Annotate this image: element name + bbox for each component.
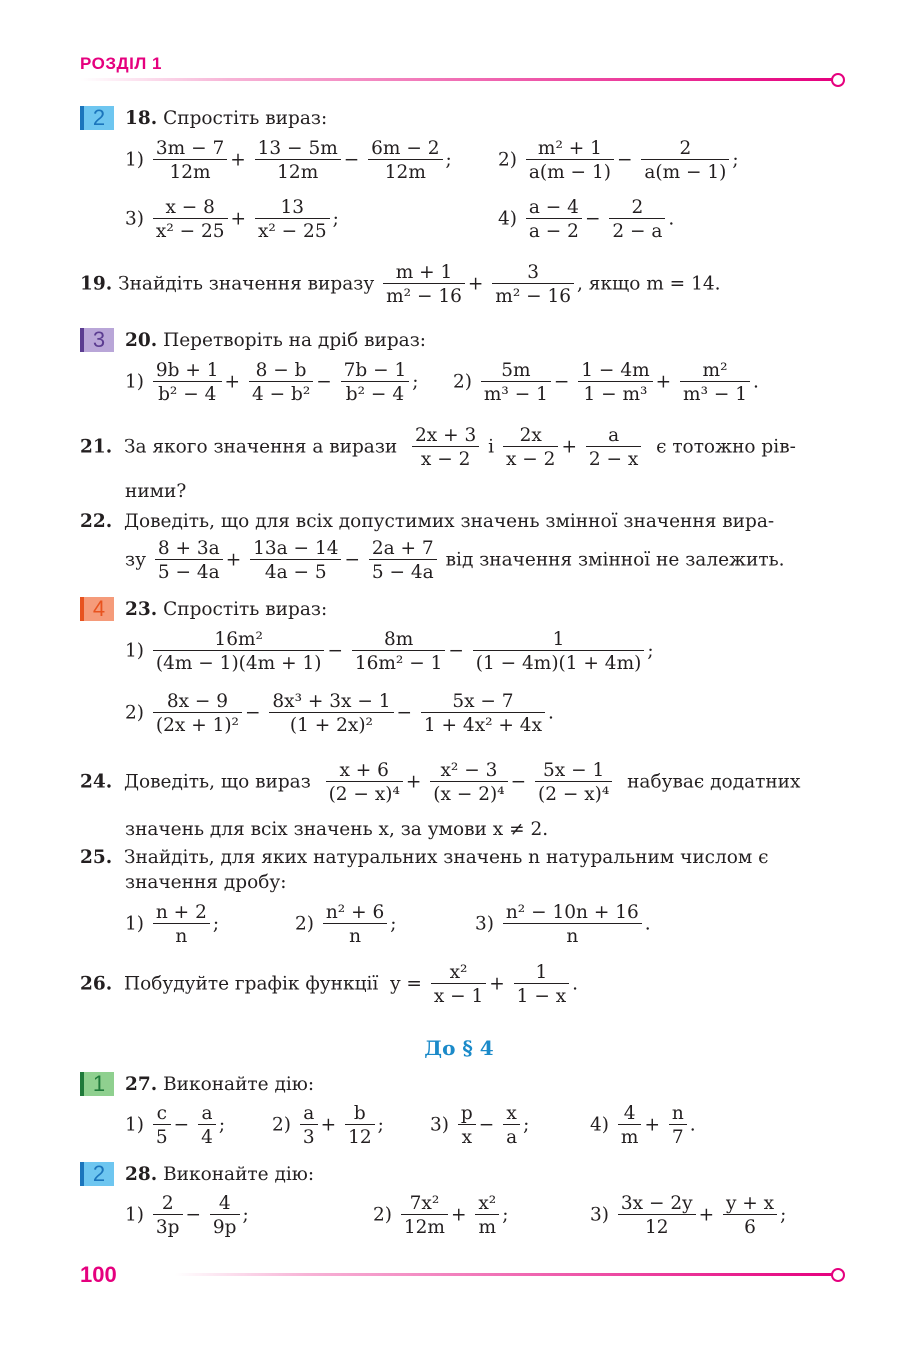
- footer-ring-icon: [831, 1268, 845, 1282]
- level-badge: 1: [80, 1072, 114, 1096]
- exercise-25-continuation: значення дробу:: [125, 872, 287, 893]
- exercise-27-item-2: 2) $\frac{a}{3}$ + $\frac{b}{12}$ ;: [272, 1103, 384, 1148]
- exercise-27-item-3: 3) $\frac{p}{x}$ − $\frac{x}{a}$ ;: [430, 1103, 530, 1148]
- exercise-23-title: 23. Спростіть вираз:: [125, 599, 328, 620]
- exercise-20-item-1: 1) $\frac{9b + 1}{\text{b² − 4}}$ + $\frac{8 - b}{\text{4 − b²}}$ − $\frac{7b - 1}{\text{b² − 4}}$ ;: [125, 360, 419, 405]
- level-badge: 3: [80, 328, 114, 352]
- exercise-22-expression: зу $\frac{8 + 3a}{5 - 4a}$ + $\frac{13a - 14}{4a - 5}$ − $\frac{2a + 7}{5 - 4a}$ від значення змінної не залежить.: [125, 538, 785, 583]
- exercise-27-item-4: 4) $\frac{4}{m}$ + $\frac{n}{7}$ .: [590, 1103, 696, 1148]
- exercise-25: 25. Знайдіть, для яких натуральних значень n натуральним числом є: [80, 847, 769, 868]
- level-badge: 4: [80, 597, 114, 621]
- exercise-18-item-2: 2) $\frac{\text{m² + 1}}{a(m - 1)}$ − $\frac{2}{a(m - 1)}$ ;: [498, 138, 739, 183]
- exercise-27-item-1: 1) $\frac{c}{5}$ − $\frac{a}{4}$ ;: [125, 1103, 226, 1148]
- exercise-23-item-1: 1) $\frac{\text{16m²}}{(4m - 1)(4m + 1)}$ − $\frac{8m}{\text{16m² − 1}}$ − $\frac{1}{(1 - 4m)(1 + 4m)}$ ;: [125, 629, 654, 674]
- exercise-25-item-2: 2) $\frac{\text{n² + 6}}{n}$ ;: [295, 902, 397, 947]
- exercise-23-item-2: 2) $\frac{8x - 9}{\text{(2x + 1)²}}$ − $\frac{\text{8x³ + 3x − 1}}{\text{(1 + 2x)²}}$ − $\frac{5x - 7}{\text{1 + 4x² + 4x}}$ .: [125, 691, 554, 736]
- exercise-18-item-3: 3) $\frac{x - 8}{\text{x² − 25}}$ + $\frac{13}{\text{x² − 25}}$ ;: [125, 197, 339, 242]
- level-badge: 2: [80, 1162, 114, 1186]
- exercise-18-title: 18. Спростіть вираз:: [125, 108, 328, 129]
- exercise-18-item-1: 1) $\frac{3m - 7}{12m}$ + $\frac{13 - 5m}{12m}$ − $\frac{6m - 2}{12m}$ ;: [125, 138, 452, 183]
- exercise-24-continuation: значень для всіх значень x, за умови x ≠ 2.: [125, 819, 549, 840]
- exercise-28-item-3: 3) $\frac{3x - 2y}{12}$ + $\frac{y + x}{6}$ ;: [590, 1193, 787, 1238]
- header-ring-icon: [831, 73, 845, 87]
- exercise-28-title: 28. Виконайте дію:: [125, 1164, 315, 1185]
- exercise-19: 19. Знайдіть значення виразу $\frac{m + 1}{\text{m² − 16}}$ + $\frac{3}{\text{m² − 16}}$ , якщо m = 14.: [80, 262, 721, 307]
- footer-rule: [175, 1273, 833, 1276]
- page-number: 100: [80, 1262, 117, 1287]
- exercise-25-item-1: 1) $\frac{n + 2}{n}$ ;: [125, 902, 220, 947]
- exercise-20-title: 20. Перетворіть на дріб вираз:: [125, 330, 427, 351]
- exercise-24: 24. Доведіть, що вираз $\frac{x + 6}{\text{(2 − x)⁴}}$ + $\frac{\text{x² − 3}}{\text{(x − 2)⁴}}$ − $\frac{5x - 1}{\text{(2 − x)⁴}}$ набуває додатних: [80, 760, 801, 805]
- exercise-21-continuation: ними?: [125, 481, 187, 502]
- exercise-21: 21. За якого значення a вирази $\frac{2x + 3}{x - 2}$ і $\frac{2x}{x - 2}$ + $\frac{a}{2 - x}$ є тотожно рів-: [80, 425, 796, 470]
- exercise-25-item-3: 3) $\frac{\text{n² − 10n + 16}}{n}$ .: [475, 902, 651, 947]
- exercise-26: 26. Побудуйте графік функції y = $\frac{\text{x²}}{x - 1}$ + $\frac{1}{1 - x}$ .: [80, 962, 579, 1007]
- exercise-28-item-2: 2) $\frac{\text{7x²}}{12m}$ + $\frac{\text{x²}}{m}$ ;: [373, 1193, 509, 1238]
- exercise-27-title: 27. Виконайте дію:: [125, 1074, 315, 1095]
- chapter-label: РОЗДІЛ 1: [80, 54, 162, 73]
- exercise-22: 22. Доведіть, що для всіх допустимих значень змінної значення вира-: [80, 511, 775, 532]
- level-badge: 2: [80, 106, 114, 130]
- exercise-18-item-4: 4) $\frac{a - 4}{a - 2}$ − $\frac{2}{2 - a}$ .: [498, 197, 675, 242]
- exercise-28-item-1: 1) $\frac{2}{3p}$ − $\frac{4}{9p}$ ;: [125, 1193, 249, 1238]
- section-heading: До § 4: [424, 1036, 494, 1060]
- exercise-20-item-2: 2) $\frac{5m}{\text{m³ − 1}}$ − $\frac{1 - 4m}{\text{1 − m³}}$ + $\frac{\text{m²}}{\text{m³ − 1}}$ .: [453, 360, 759, 405]
- header-rule: [80, 78, 832, 81]
